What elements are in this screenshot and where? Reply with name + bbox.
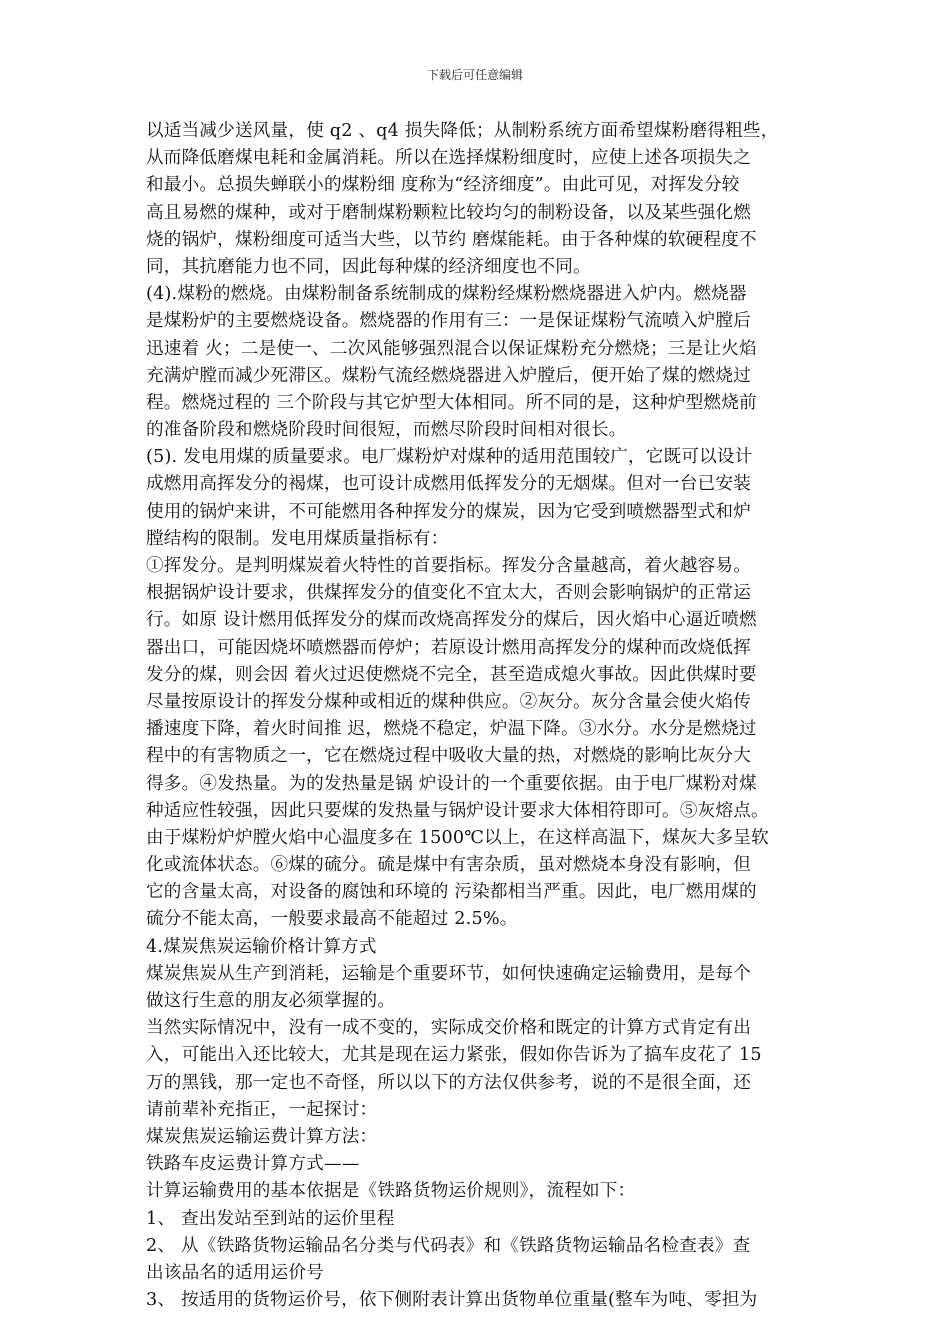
text-line: 充满炉膛而减少死滞区。煤粉气流经燃烧器进入炉膛后，便开始了煤的燃烧过	[146, 365, 751, 386]
text-line: 4.煤炭焦炭运输价格计算方式	[146, 936, 377, 957]
text-line: 行。如原 设计燃用低挥发分的煤而改烧高挥发分的煤后，因火焰中心逼近喷燃	[146, 610, 757, 631]
text-line: 万的黑钱，那一定也不奇怪，所以以下的方法仅供参考，说的不是很全面，还	[146, 1072, 751, 1093]
text-line: 化或流体状态。⑥煤的硫分。硫是煤中有害杂质，虽对燃烧本身没有影响，但	[146, 855, 751, 876]
text-line: 它的含量太高，对设备的腐蚀和环境的 污染都相当严重。因此，电厂燃用煤的	[146, 882, 757, 903]
text-line: 同，其抗磨能力也不同，因此每种煤的经济细度也不同。	[146, 256, 591, 277]
text-line: 迅速着 火；二是使一、二次风能够强烈混合以保证煤粉充分燃烧；三是让火焰	[146, 338, 757, 359]
text-line: 请前辈补充指正，一起探讨：	[146, 1099, 378, 1120]
page-header: 下载后可任意编辑	[426, 68, 523, 82]
text-line: 煤炭焦炭运输运费计算方法：	[146, 1126, 378, 1147]
text-line: ①挥发分。是判明煤炭着火特性的首要指标。挥发分含量越高，着火越容易。	[146, 556, 751, 576]
text-line: 播速度下降，着火时间推 迟，燃烧不稳定，炉温下降。③水分。水分是燃烧过	[146, 719, 757, 740]
text-line: 1、 查出发站至到站的运价里程	[146, 1208, 395, 1229]
text-line: 是煤粉炉的主要燃烧设备。燃烧器的作用有三：一是保证煤粉气流喷入炉膛后	[146, 311, 751, 332]
text-line: 程中的有害物质之一，它在燃烧过程中吸收大量的热，对燃烧的影响比灰分大	[146, 746, 751, 767]
text-line: 和最小。总损失蝉联小的煤粉细 度称为“经济细度”。由此可见，对挥发分较	[146, 175, 740, 196]
text-line: 铁路车皮运费计算方式——	[146, 1154, 360, 1175]
text-line: 根据锅炉设计要求，供煤挥发分的值变化不宜太大，否则会影响锅炉的正常运	[146, 583, 751, 604]
text-line: 尽量按原设计的挥发分煤种或相近的煤种供应。②灰分。灰分含量会使火焰传	[146, 691, 751, 712]
text-line: 当然实际情况中，没有一成不变的，实际成交价格和既定的计算方式肯定有出	[146, 1018, 751, 1039]
text-line: 出该品名的适用运价号	[146, 1262, 324, 1283]
text-line: (5). 发电用煤的质量要求。电厂煤粉炉对煤种的适用范围较广，它既可以设计	[146, 447, 753, 468]
text-line: (4).煤粉的燃烧。由煤粉制备系统制成的煤粉经煤粉燃烧器进入炉内。燃烧器	[146, 284, 747, 305]
text-line: 器出口，可能因烧坏喷燃器而停炉；若原设计燃用高挥发分的煤种而改烧低挥	[146, 637, 751, 658]
text-line: 3、 按适用的货物运价号，依下侧附表计算出货物单位重量(整车为吨、零担为	[146, 1290, 758, 1311]
text-line: 成燃用高挥发分的褐煤，也可设计成燃用低挥发分的无烟煤。但对一台已安装	[146, 474, 751, 495]
text-line: 做这行生意的朋友必须掌握的。	[146, 991, 396, 1011]
document-body	[146, 118, 804, 1314]
text-line: 程。燃烧过程的 三个阶段与其它炉型大体相同。所不同的是，这种炉型燃烧前	[146, 392, 757, 413]
text-line: 煤炭焦炭从生产到消耗，运输是个重要环节，如何快速确定运输费用，是每个	[146, 963, 751, 984]
text-line: 高且易燃的煤种，或对于磨制煤粉颗粒比较均匀的制粉设备，以及某些强化燃	[146, 202, 751, 223]
text-line: 从而降低磨煤电耗和金属消耗。所以在选择煤粉细度时，应使上述各项损失之	[146, 148, 751, 169]
text-line: 以适当减少送风量，使 q2 、q4 损失降低；从制粉系统方面希望煤粉磨得粗些，	[146, 121, 779, 141]
text-line: 膛结构的限制。发电用煤质量指标有：	[146, 528, 449, 549]
text-line: 种适应性较强，因此只要煤的发热量与锅炉设计要求大体相符即可。⑤灰熔点。	[146, 800, 769, 821]
text-line: 的准备阶段和燃烧阶段时间很短，而燃尽阶段时间相对很长。	[146, 420, 627, 441]
text-line: 2、 从《铁路货物运输品名分类与代码表》和《铁路货物运输品名检查表》查	[146, 1235, 751, 1256]
text-line: 使用的锅炉来讲，不可能燃用各种挥发分的煤炭，因为它受到喷燃器型式和炉	[146, 501, 751, 522]
text-line: 硫分不能太高，一般要求最高不能超过 2.5%。	[146, 909, 518, 930]
text-line: 烧的锅炉，煤粉细度可适当大些，以节约 磨煤能耗。由于各种煤的软硬程度不	[146, 229, 757, 250]
text-line: 发分的煤，则会因 着火过迟使燃烧不完全，甚至造成熄火事故。因此供煤时要	[146, 664, 757, 685]
text-line: 得多。④发热量。为的发热量是锅 炉设计的一个重要依据。由于电厂煤粉对煤	[146, 773, 757, 794]
text-line: 入，可能出入还比较大，尤其是现在运力紧张，假如你告诉为了搞车皮花了 15	[146, 1045, 762, 1066]
text-line: 由于煤粉炉炉膛火焰中心温度多在 1500℃以上，在这样高温下，煤灰大多呈软	[146, 827, 769, 848]
text-line: 计算运输费用的基本依据是《铁路货物运价规则》，流程如下：	[146, 1181, 636, 1202]
